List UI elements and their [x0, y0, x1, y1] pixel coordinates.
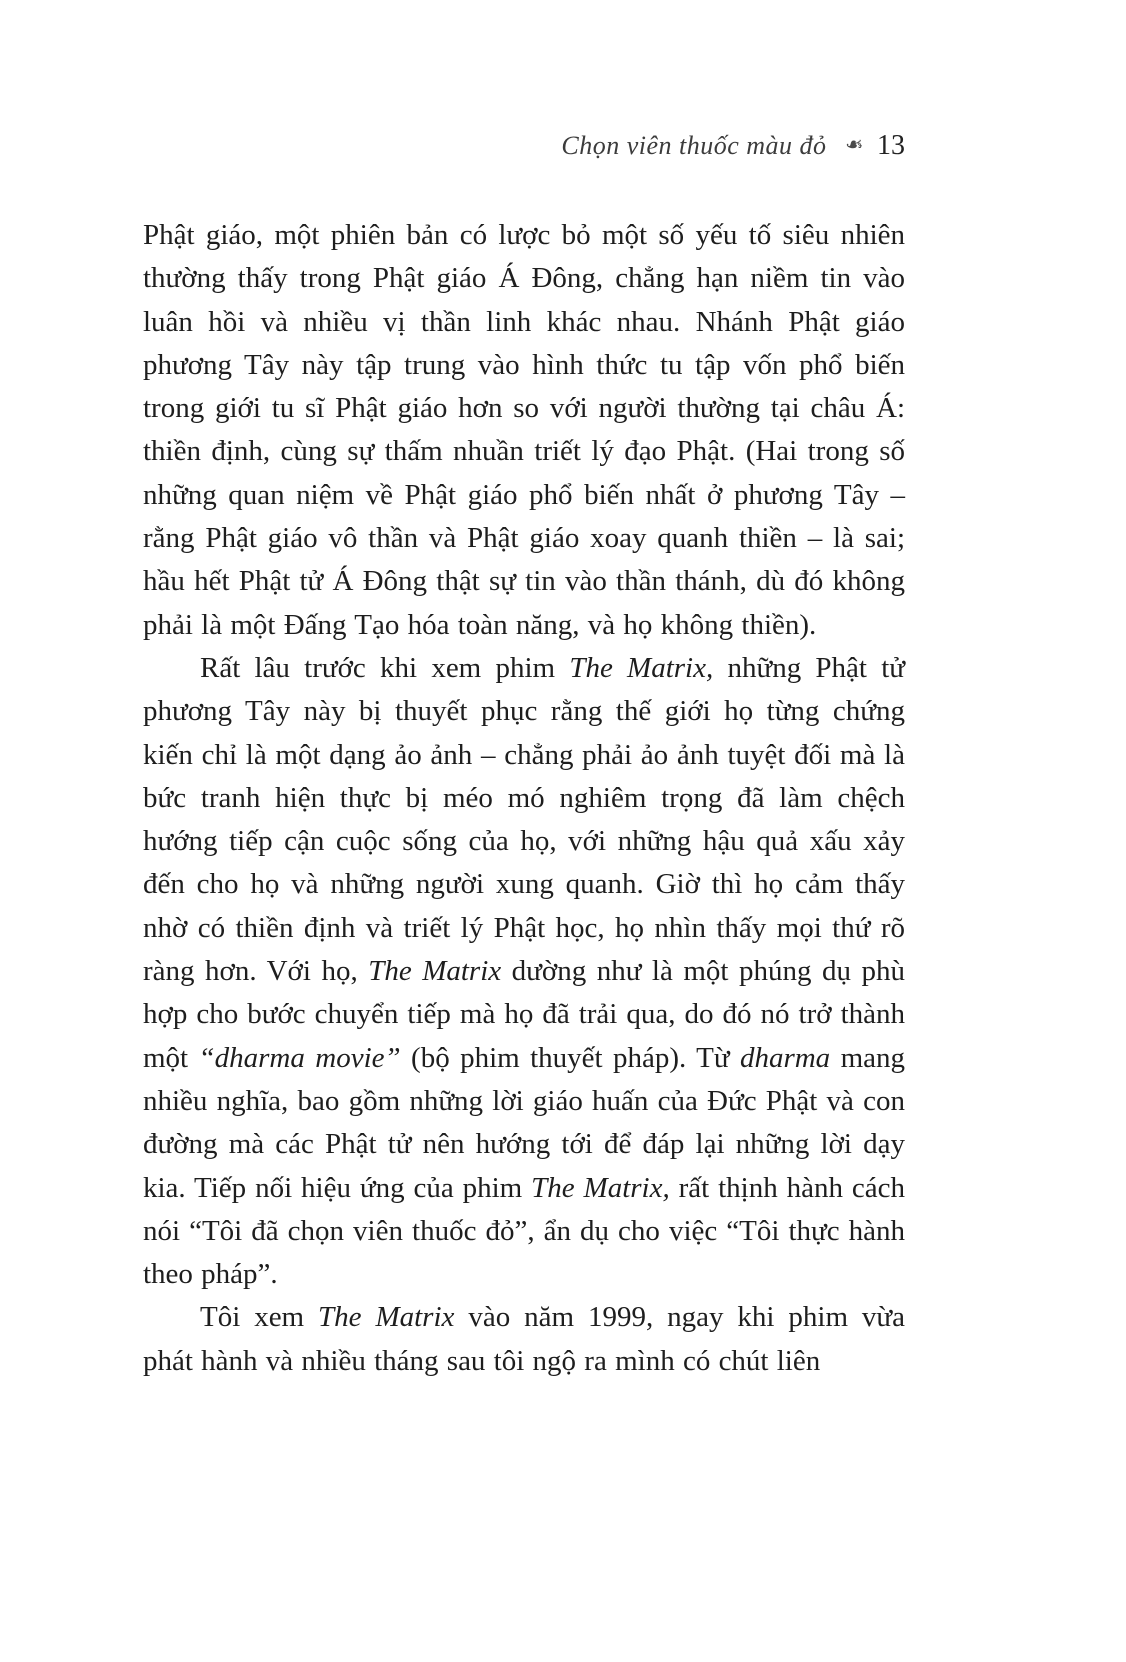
text-run: dường như là một phúng dụ phù hợp cho bước chuyển tiếp mà họ đã trải qua, do đó nó trở thành một: [143, 955, 905, 1074]
italic-text-run: dharma: [739, 1041, 831, 1074]
text-run: những Phật tử phương Tây này bị thuyết phục rằng thế giới họ từng chứng kiến chỉ là một dạng ảo ảnh – chẳng phải ảo ảnh tuyệt đối mà là bức tranh hiện thực bị méo mó nghiêm trọng đã làm chệch hướng tiếp cận cuộc sống của họ, với những hậu quả xấu xảy đến cho họ và những người xung quanh. Giờ thì họ cảm thấy nhờ có thiền định và triết lý Phật học, họ nhìn thấy mọi thứ rõ ràng hơn. Với họ,: [143, 651, 905, 988]
text-run: mang nhiều nghĩa, bao gồm những lời giáo huấn của Đức Phật và con đường mà các Phật tử nên hướng tới để đáp lại những lời dạy kia. Tiếp nối hiệu ứng của phim: [143, 1041, 905, 1204]
italic-text-run: The Matrix: [318, 1301, 455, 1334]
italic-text-run: The Matrix: [368, 955, 502, 988]
paragraph: [143, 1296, 905, 1383]
text-run: Rất lâu trước khi xem phim: [200, 651, 570, 684]
text-run: (bộ phim thuyết pháp). Từ: [400, 1041, 740, 1074]
italic-text-run: The Matrix,: [569, 651, 714, 684]
paragraph: [143, 647, 905, 1296]
leaf-ornament-icon: ❧: [844, 132, 863, 157]
page-header: [143, 130, 905, 162]
text-run: rất thịnh hành cách nói “Tôi đã chọn viên thuốc đỏ”, ẩn dụ cho việc “Tôi thực hành theo pháp”.: [143, 1171, 905, 1291]
page-number: 13: [877, 130, 905, 161]
italic-text-run: The Matrix,: [531, 1171, 670, 1204]
text-run: Phật giáo, một phiên bản có lược bỏ một số yếu tố siêu nhiên thường thấy trong Phật giáo Á Đông, chẳng hạn niềm tin vào luân hồi và nhiều vị thần linh khác nhau. Nhánh Phật giáo phương Tây này tập trung vào hình thức tu tập vốn phổ biến trong giới tu sĩ Phật giáo hơn so với người thường tại châu Á: thiền định, cùng sự thấm nhuần triết lý đạo Phật. (Hai trong số những quan niệm về Phật giáo phổ biến nhất ở phương Tây – rằng Phật giáo vô thần và Phật giáo xoay quanh thiền – là sai; hầu hết Phật tử Á Đông thật sự tin vào thần thánh, dù đó không phải là một Đấng Tạo hóa toàn năng, và họ không thiền).: [143, 219, 905, 641]
text-run: Tôi xem: [200, 1301, 319, 1334]
paragraph: [143, 214, 905, 647]
running-title: Chọn viên thuốc màu đỏ: [561, 131, 827, 160]
page-body: [143, 214, 905, 1383]
text-run: vào năm 1999, ngay khi phim vừa phát hành và nhiều tháng sau tôi ngộ ra mình có chút liên: [143, 1301, 906, 1377]
italic-text-run: “dharma movie”: [198, 1041, 401, 1074]
